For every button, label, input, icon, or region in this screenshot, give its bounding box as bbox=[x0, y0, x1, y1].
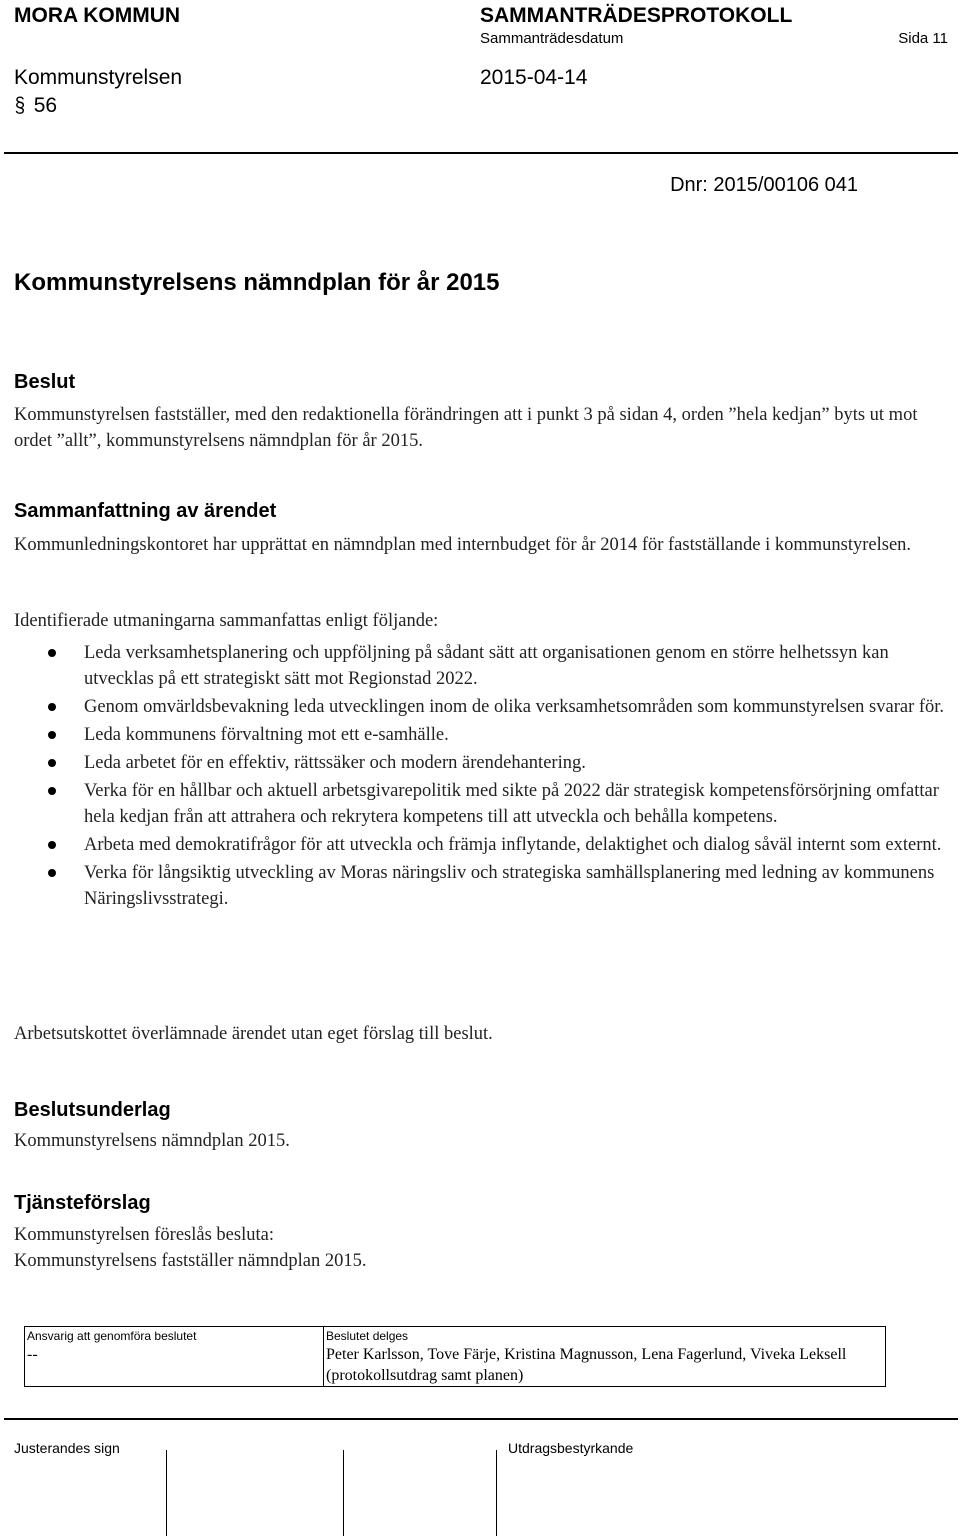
decision-basis-text: Kommunstyrelsens nämndplan 2015. bbox=[14, 1131, 290, 1151]
summary-text: Kommunledningskontoret har upprättat en nämndplan med internbudget för år 2014 för fastställande i kommunstyrelsen. bbox=[14, 535, 912, 555]
challenges-list bbox=[14, 640, 958, 914]
diary-number: Dnr: 2015/00106 041 bbox=[670, 174, 858, 196]
page-number: Sida 11 bbox=[898, 30, 948, 47]
signature-box-divider bbox=[496, 1450, 497, 1536]
meeting-date: 2015-04-14 bbox=[480, 66, 588, 89]
bullet-icon bbox=[48, 787, 56, 795]
summary-heading: Sammanfattning av ärendet bbox=[14, 500, 277, 522]
meeting-date-label: Sammanträdesdatum bbox=[480, 30, 624, 47]
responsible-label: Ansvarig att genomföra beslutet bbox=[27, 1329, 197, 1343]
header-divider bbox=[4, 152, 958, 154]
list-item: Arbeta med demokratifrågor för att utveckla och främja inflytande, delaktighet och dialog såväl internt som externt. bbox=[14, 832, 958, 858]
decision-text: Kommunstyrelsen fastställer, med den redaktionella förändringen att i punkt 3 på sidan 4, orden ”hela kedjan” byts ut mot ordet ”allt”, kommunstyrelsens nämndplan för år 2015. bbox=[14, 405, 918, 451]
decision-basis-heading: Beslutsunderlag bbox=[14, 1099, 171, 1121]
signature-label: Justerandes sign bbox=[14, 1440, 120, 1456]
paragraph-number bbox=[14, 94, 57, 118]
bullet-icon bbox=[48, 703, 56, 711]
distribution-value: Peter Karlsson, Tove Färje, Kristina Magnusson, Lena Fagerlund, Viveka Leksell (protokollsutdrag samt planen) bbox=[326, 1346, 847, 1384]
official-proposal-line-2: Kommunstyrelsens fastställer nämndplan 2015. bbox=[14, 1251, 367, 1271]
bullet-icon bbox=[48, 869, 56, 877]
list-item: Leda arbetet för en effektiv, rättssäker och modern ärendehantering. bbox=[14, 750, 958, 776]
responsible-cell bbox=[25, 1327, 324, 1387]
paragraph-value: 56 bbox=[33, 94, 58, 117]
bullet-icon bbox=[48, 731, 56, 739]
distribution-label: Beslutet delges bbox=[326, 1329, 409, 1343]
distribution-cell bbox=[324, 1327, 886, 1387]
bullet-icon bbox=[48, 649, 56, 657]
bullet-icon bbox=[48, 841, 56, 849]
signature-box-divider bbox=[343, 1450, 344, 1536]
paragraph-sign: § bbox=[14, 94, 26, 117]
committee-note: Arbetsutskottet överlämnade ärendet utan eget förslag till beslut. bbox=[14, 1024, 493, 1044]
bullet-icon bbox=[48, 759, 56, 767]
signature-box-divider bbox=[166, 1450, 167, 1536]
footer-divider bbox=[4, 1418, 958, 1420]
official-proposal-heading: Tjänsteförslag bbox=[14, 1192, 151, 1214]
list-item: Genom omvärldsbevakning leda utvecklingen inom de olika verksamhetsområden som kommunstyrelsen svarar för. bbox=[14, 694, 958, 720]
list-item: Verka för en hållbar och aktuell arbetsgivarepolitik med sikte på 2022 där strategisk kompetensförsörjning omfattar hela kedjan från att attrahera och rekrytera kompetens till att utveckla och behålla kompetens. bbox=[14, 778, 958, 830]
extract-certification-label: Utdragsbestyrkande bbox=[508, 1440, 634, 1456]
responsibility-table bbox=[24, 1326, 886, 1387]
protocol-title: SAMMANTRÄDESPROTOKOLL bbox=[480, 4, 793, 27]
challenges-intro: Identifierade utmaningarna sammanfattas enligt följande: bbox=[14, 611, 439, 631]
organization-name: MORA KOMMUN bbox=[14, 4, 181, 27]
list-item: Leda verksamhetsplanering och uppföljning på sådant sätt att organisationen genom en större helhetssyn kan utvecklas på ett strategiskt sätt mot Regionstad 2022. bbox=[14, 640, 958, 692]
responsible-value: -- bbox=[27, 1346, 38, 1363]
list-item: Verka för långsiktig utveckling av Moras näringsliv och strategiska samhällsplanering med ledning av kommunens Näringslivsstrategi. bbox=[14, 860, 958, 912]
list-item: Leda kommunens förvaltning mot ett e-samhälle. bbox=[14, 722, 958, 748]
board-name: Kommunstyrelsen bbox=[14, 66, 183, 89]
official-proposal-line-1: Kommunstyrelsen föreslås besluta: bbox=[14, 1225, 274, 1245]
decision-heading: Beslut bbox=[14, 371, 76, 393]
case-title: Kommunstyrelsens nämndplan för år 2015 bbox=[14, 269, 500, 296]
